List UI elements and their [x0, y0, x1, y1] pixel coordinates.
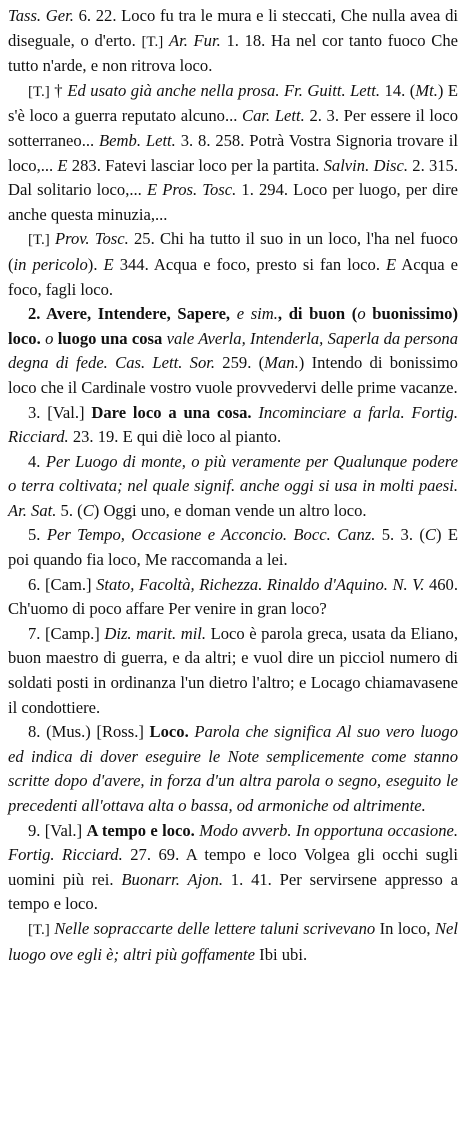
entry-sense-4 [8, 450, 458, 524]
text-run: buonissimo) loco. [8, 304, 459, 348]
text-run: Man. [264, 353, 299, 373]
text-run: 2. 3. Per essere il loco sotterraneo... [8, 106, 459, 150]
text-run: Dare loco a una cosa. [91, 402, 252, 422]
text-run: 25. Chi ha tutto il suo in un loco, l'ha nel fuoco ( [8, 229, 458, 274]
entry-sense-3 [8, 401, 458, 450]
text-run: Nelle sopraccarte delle lettere taluni scrivevano [54, 918, 376, 938]
text-run: o [45, 328, 54, 348]
text-run: ) Intendo di bonissimo loco che il Cardinale vostro vuole provvedervi delle prime vacanze. [8, 353, 458, 397]
text-run: 14. ( [380, 80, 416, 100]
entry-paragraph-2 [8, 79, 458, 228]
text-run: Mt. [415, 80, 438, 100]
text-run: 1. 41. Per servirsene appresso a tempo e loco. [8, 869, 458, 914]
text-run: 1. 18. Ha nel cor tanto fuoco Che tutto n'arde, e non ritrova loco. [8, 30, 459, 76]
text-run: 9. [Val.] [28, 820, 87, 840]
text-run: Incominciare a farla. Fortig. Ricciard. [8, 402, 458, 447]
text-run: 283. Fatevi lasciar loco per la partita. [67, 155, 324, 175]
text-run: Car. Lett. [242, 106, 305, 126]
text-run: 2. 315. Dal solitario loco,... [8, 155, 459, 200]
text-run: 344. Acqua e foco, presto si fan loco. [113, 254, 387, 274]
entry-sense-5 [8, 523, 458, 572]
text-run: † [49, 80, 68, 100]
text-run: Per Luogo di monte, o più veramente per Qualunque podere o terra coltivata; nel quale signif. anche oggi si usa in molti paesi. Ar. Sat. [8, 451, 459, 520]
text-run: [T.] [28, 232, 50, 249]
text-run: Modo avverb. In opportuna occasione. Fortig. Ricciard. [8, 820, 459, 865]
text-run: Loco è parola greca, usata da Eliano, buon maestro di guerra, e da altri; e vuol dire un picciol numero di soldati posti in ordinanza l'un dietro l'altro; e Locago chiamavasene il condottiere. [8, 623, 458, 717]
text-run: [T.] [141, 33, 164, 50]
text-run: Bemb. Lett. [99, 130, 176, 150]
text-run: , di buon ( [277, 304, 358, 324]
text-run: Ar. Fur. [168, 30, 221, 50]
text-run: 1. 294. Loco per luogo, per dire anche questa minuzia,... [8, 180, 458, 224]
text-run: 4. [28, 451, 46, 471]
text-run: 5. 3. ( [375, 525, 425, 545]
text-run: A tempo e loco. [86, 820, 195, 840]
text-run: 2. Avere, Intendere, Sapere, [28, 304, 237, 324]
text-run: vale Averla, Intenderla, Saperla da persona degna di fede. Cas. Lett. Sor. [8, 328, 458, 373]
text-run: 27. 69. A tempo e loco Volgea gli occhi sugli uomini più rei. [8, 845, 458, 889]
text-run: in pericolo [13, 254, 88, 274]
text-run: 6. 22. Loco fu tra le mura e li steccati, Che nulla avea di diseguale, o d'erto. [8, 6, 458, 50]
text-run: [T.] [28, 83, 50, 100]
entry-paragraph-1 [8, 4, 458, 79]
text-run: Ed usato già anche nella prosa. Fr. Guitt. Lett. [67, 80, 381, 100]
text-run: Salvin. Disc. [323, 155, 409, 175]
text-run: 5. ( [56, 500, 83, 520]
text-run: 259. ( [215, 353, 265, 373]
entry-sense-6 [8, 573, 458, 622]
text-run: Ibi ubi. [255, 944, 308, 964]
text-run: Loco. [149, 722, 189, 742]
text-run: Parola che significa Al suo vero luogo ed indica di dover eseguire le Note semplicemente come stanno scritte dopo d'avere, in forza d'un altra parola o segno, eseguito le precedenti all'ottava alta o bassa, od armoniche od altrimente. [8, 722, 458, 815]
text-run: Stato, Facoltà, Richezza. Rinaldo d'Aquino. N. V. [96, 574, 425, 594]
text-run: ) E s'è loco a guerra reputato alcuno... [8, 80, 459, 126]
entry-paragraph-last [8, 917, 458, 967]
text-run: C [424, 525, 436, 545]
text-run: Nel luogo ove egli è; altri più goffamente [8, 918, 458, 964]
text-run: Diz. marit. mil. [104, 623, 207, 643]
text-run: 5. [28, 525, 47, 545]
text-run: [T.] [28, 921, 50, 938]
text-run: o [357, 304, 366, 324]
entry-paragraph-3 [8, 227, 458, 302]
text-run: Acqua e foco, fagli loco. [8, 254, 459, 299]
text-run: Per Tempo, Occasione e Acconcio. Bocc. Canz. [46, 525, 376, 545]
entry-sense-8 [8, 720, 458, 818]
text-run: 8. (Mus.) [Ross.] [28, 722, 150, 742]
entry-sense-2 [8, 302, 458, 400]
text-run: Buonarr. Ajon. [121, 869, 223, 889]
text-run: 3. 8. 258. Potrà Vostra Signoria trovare il loco,... [8, 130, 459, 175]
text-run: Prov. Tosc. [55, 229, 129, 249]
text-run: In loco, [375, 918, 435, 938]
text-run: luogo una cosa [53, 328, 163, 348]
text-run: E [57, 155, 68, 175]
text-run: 6. [Cam.] [28, 574, 97, 594]
text-run: 3. [Val.] [28, 402, 92, 422]
text-run: E [386, 254, 397, 274]
text-run: ) E poi quando fia loco, Me raccomanda a lei. [8, 525, 458, 570]
entry-sense-9 [8, 819, 458, 917]
text-run: 7. [Camp.] [28, 623, 105, 643]
text-run: e sim. [236, 304, 278, 324]
text-run: E [103, 254, 114, 274]
text-run: ). [87, 254, 104, 274]
text-run: 23. 19. E qui diè loco al pianto. [68, 427, 282, 447]
entry-sense-7 [8, 622, 458, 720]
text-run: Tass. Ger. [8, 6, 74, 25]
text-run: C [82, 500, 94, 520]
text-run: E Pros. Tosc. [146, 180, 237, 200]
text-run: 460. Ch'uomo di poco affare Per venire in gran loco? [8, 574, 458, 619]
text-run: ) Oggi uno, e doman vende un altro loco. [93, 500, 367, 520]
